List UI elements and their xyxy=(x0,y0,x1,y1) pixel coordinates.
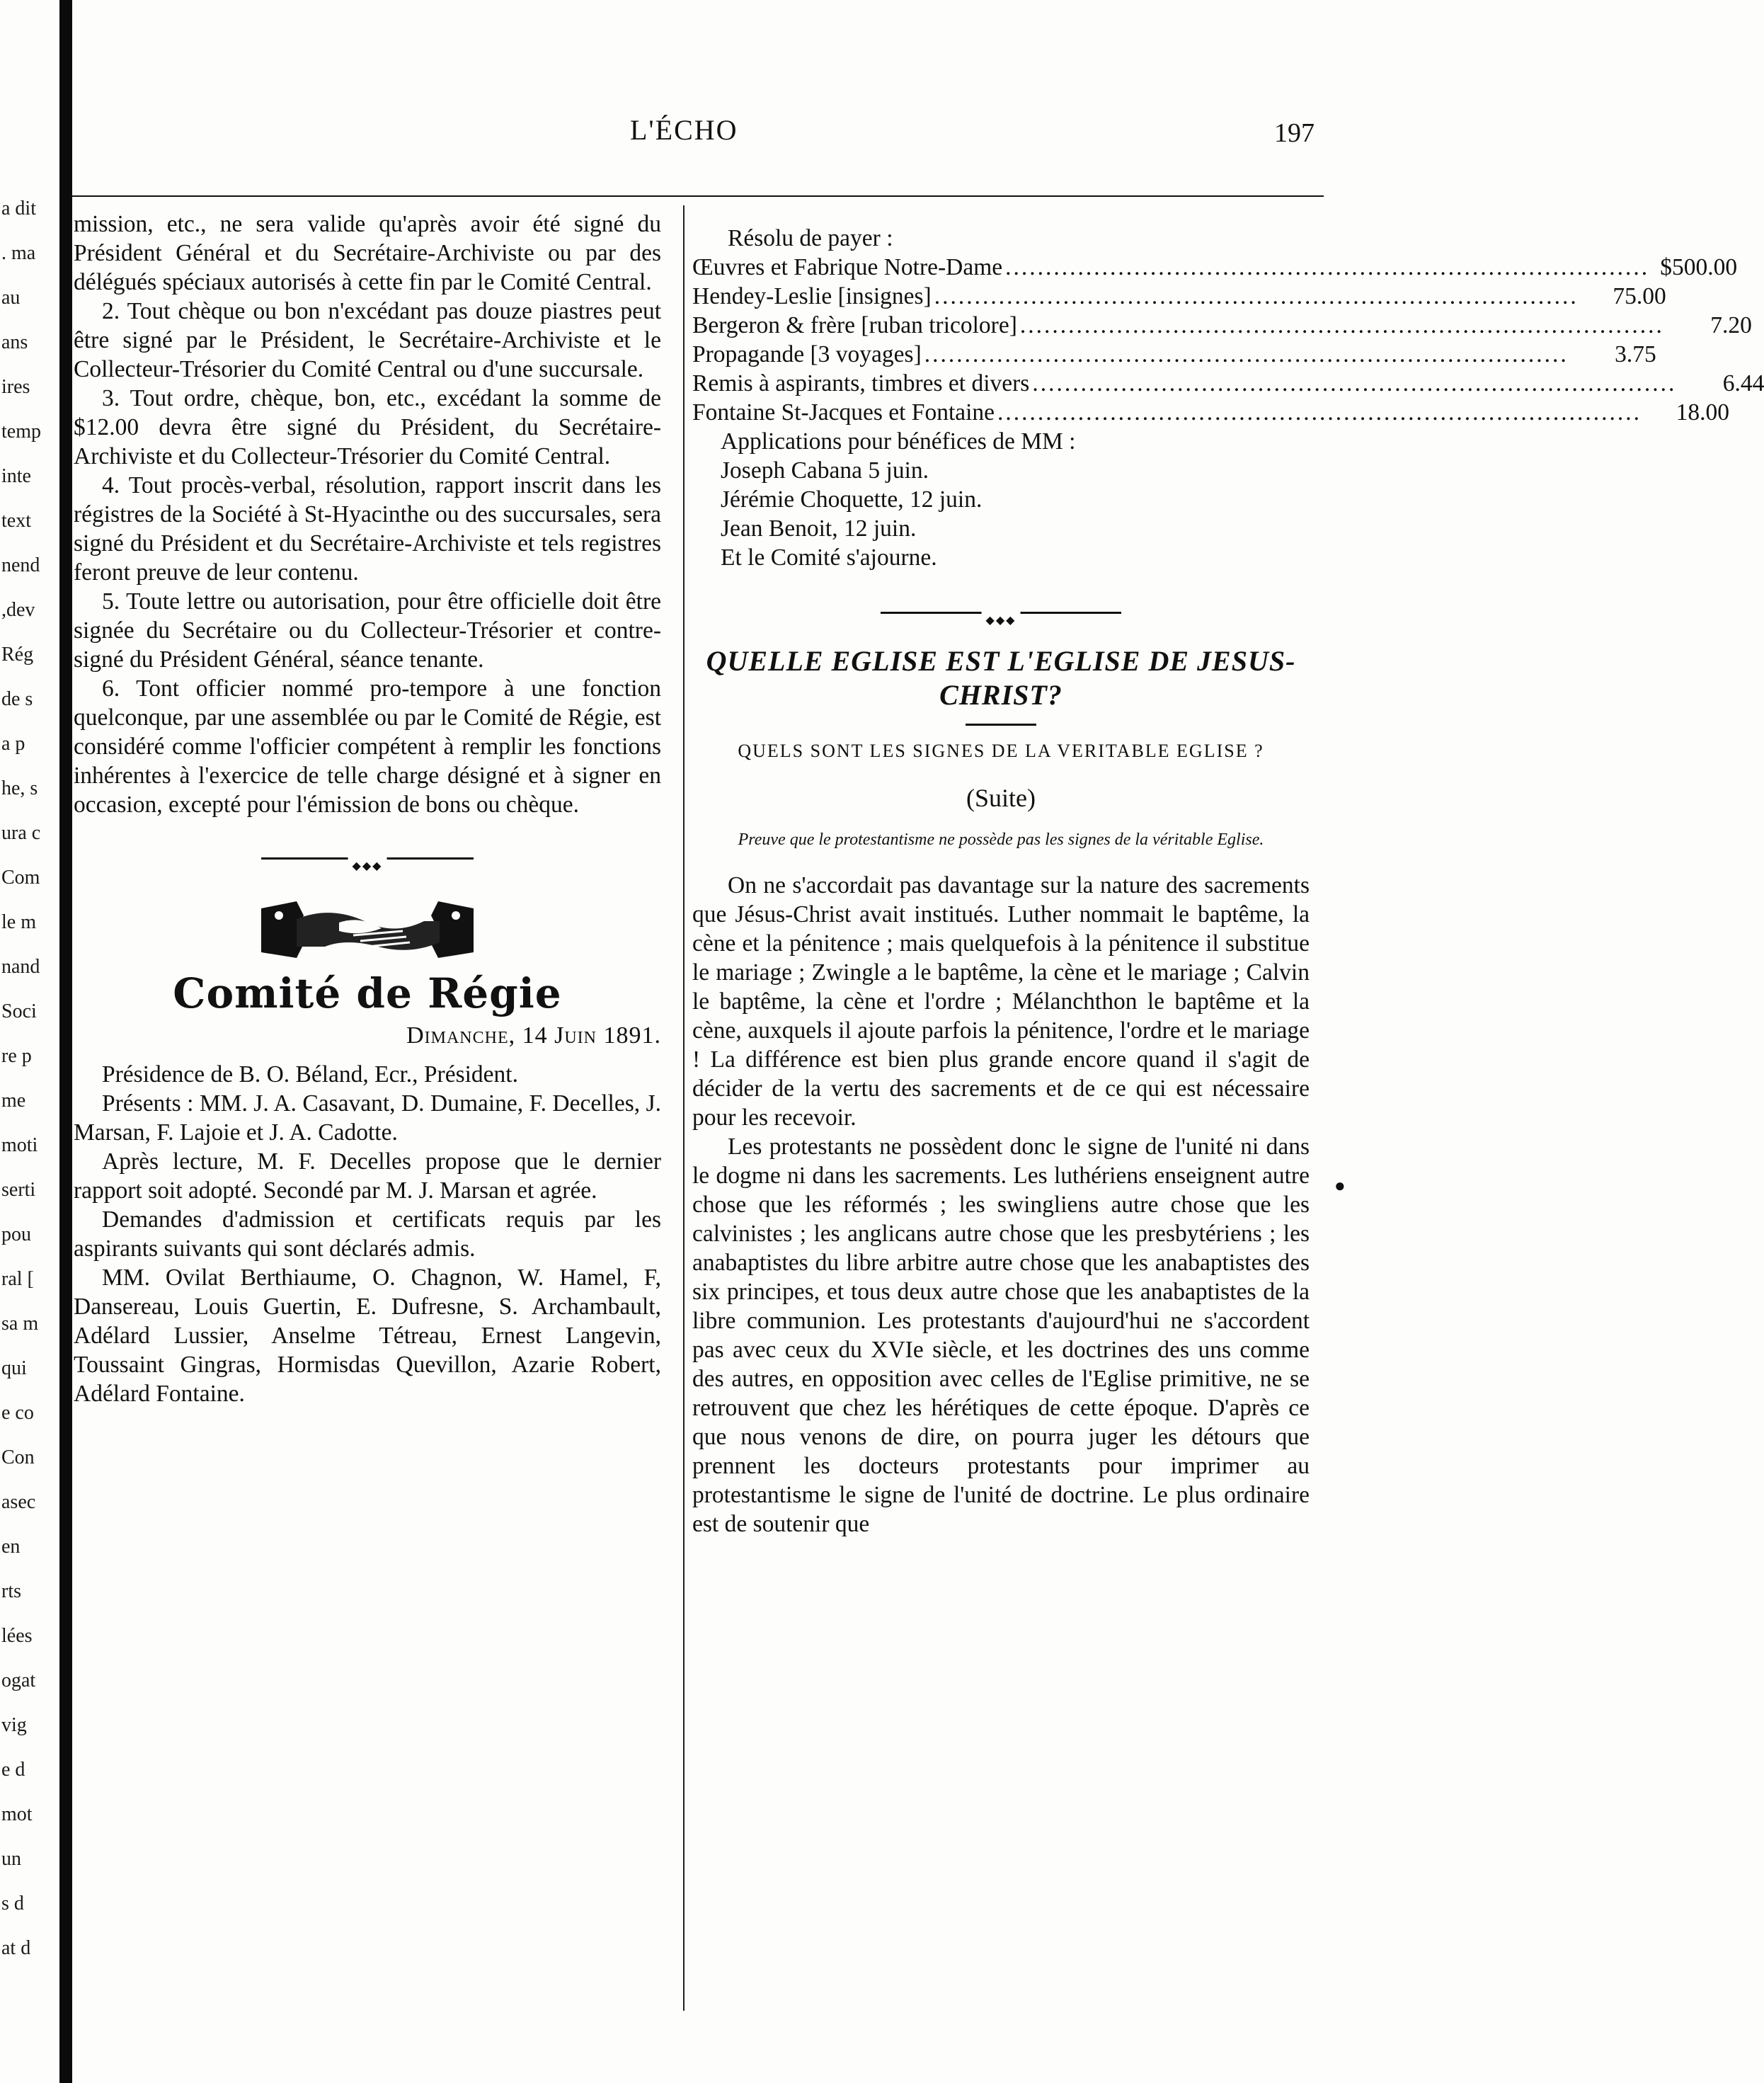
margin-fragment: nand xyxy=(1,956,40,978)
payment-label: Fontaine St-Jacques et Fontaine xyxy=(692,399,995,426)
minutes-paragraph: Présidence de B. O. Béland, Ecr., Président. xyxy=(102,1061,518,1088)
resolution-label: Résolu de payer : xyxy=(728,225,893,251)
margin-fragment: ogat xyxy=(1,1670,36,1691)
payment-row xyxy=(692,282,1666,311)
payment-row xyxy=(692,311,1752,340)
payment-amount: 6.44 xyxy=(1722,370,1764,396)
dot-leader: ................................................................................ xyxy=(997,399,1642,426)
payment-label: Œuvres et Fabrique Notre-Dame xyxy=(692,254,1003,280)
payment-amount: 3.75 xyxy=(1615,341,1656,367)
minutes-paragraph: Demandes d'admission et certificats requis par les aspirants suivants qui sont déclarés admis. xyxy=(74,1206,661,1262)
minutes-paragraph: MM. Ovilat Berthiaume, O. Chagnon, W. Hamel, F, Dansereau, Louis Guertin, E. Dufresne, S. Archambault, Adélard Lussier, Anselme Tétreau, Ernest Langevin, Toussaint Gingras, Hormisdas Quevillon, Azarie Robert, Adélard Fontaine. xyxy=(74,1265,661,1407)
dot-leader: ................................................................................ xyxy=(934,283,1579,309)
left-column xyxy=(74,210,661,1408)
payment-amount: 7.20 xyxy=(1710,312,1752,338)
header-rule xyxy=(71,195,1324,197)
payment-label: Remis à aspirants, timbres et divers xyxy=(692,370,1030,396)
margin-fragment: ires xyxy=(1,376,30,398)
clasped-hands-emblem xyxy=(254,887,481,972)
section-caption: Preuve que le protestantisme ne possède pas les signes de la véritable Eglise. xyxy=(738,831,1264,849)
application-line: Jean Benoit, 12 juin. xyxy=(721,515,917,542)
margin-fragment: he, s xyxy=(1,777,38,799)
margin-fragment: un xyxy=(1,1848,21,1870)
payments-list xyxy=(692,253,1764,427)
margin-fragment: me xyxy=(1,1090,26,1112)
application-line: Et le Comité s'ajourne. xyxy=(721,544,937,571)
rule-paragraph: 3. Tout ordre, chèque, bon, etc., excédant la somme de $12.00 devra être signé du Président, du Secrétaire-Archiviste et du Collecteur-Trésorier du Comité Central. xyxy=(74,385,661,469)
margin-fragment: ura c xyxy=(1,822,41,844)
previous-page-margin xyxy=(0,198,59,2053)
rule-paragraph: 6. Tont officier nommé pro-tempore à une fonction quelconque, par une assemblée ou par le Comité de Régie, est considéré comme l'officier compétent à remplir les fonctions inhérentes à l'exercice de telle charge désigné et à signer en occasion, excepté pour l'émission de bons ou chèque. xyxy=(74,675,661,818)
applications-list xyxy=(692,427,1310,572)
margin-fragment: temp xyxy=(1,421,41,443)
margin-fragment: s d xyxy=(1,1893,24,1914)
margin-fragment: ral [ xyxy=(1,1268,34,1290)
running-head xyxy=(0,113,1400,156)
margin-fragment: ,dev xyxy=(1,599,35,621)
application-line: Applications pour bénéfices de MM : xyxy=(721,428,1076,455)
rule-paragraph: 2. Tout chèque ou bon n'excédant pas douze piastres peut être signé par le Président, le Secrétaire-Archiviste et le Collecteur-Trésorier du Comité Central ou d'une succursale. xyxy=(74,298,661,382)
margin-fragment: en xyxy=(1,1536,21,1558)
margin-fragment: de s xyxy=(1,688,33,710)
column-rule xyxy=(683,205,685,2011)
margin-fragment: a dit xyxy=(1,198,36,219)
margin-fragment: at d xyxy=(1,1937,31,1959)
margin-fragment: le m xyxy=(1,911,36,933)
margin-fragment: re p xyxy=(1,1045,32,1067)
minutes-paragraph: Présents : MM. J. A. Casavant, D. Dumaine, F. Decelles, J. Marsan, F. Lajoie et J. A. Cadotte. xyxy=(74,1090,661,1146)
margin-fragment: ans xyxy=(1,331,28,353)
margin-fragment: Con xyxy=(1,1446,35,1468)
margin-fragment: lées xyxy=(1,1625,33,1647)
margin-fragment: mot xyxy=(1,1803,33,1825)
meeting-date: Dimanche, 14 Juin 1891. xyxy=(406,1022,661,1049)
article-subtitle: QUELS SONT LES SIGNES DE LA VERITABLE EGLISE ? xyxy=(738,741,1264,761)
application-line: Joseph Cabana 5 juin. xyxy=(721,457,929,484)
application-line: Jérémie Choquette, 12 juin. xyxy=(721,486,983,513)
article-paragraph: Les protestants ne possèdent donc le signe de l'unité ni dans le dogme ni dans les sacrements. Les luthériens enseignent autre chose que les réformés ; les swingliens autre chose que les calvinistes ; les anglicans autre chose que les presbytériens ; les anabaptistes du libre arbitre autre chose que les anabaptistes des six principes, et tous deux autre chose que les anabaptistes de la libre communion. Les protestants d'aujourd'hui ne s'accordent pas avec ceux du XVIe siècle, et les doctrines des uns comme des autres, en opposition avec celles de l'Eglise primitive, ne se retrouvent que chez les hérétiques de cette époque. D'après ce que nous venons de dire, on pourra juger les détours que prennent les docteurs protestants pour imprimer au protestantisme le signe de l'unité de doctrine. Le plus ordinaire est de soutenir que xyxy=(692,1134,1310,1537)
margin-fragment: qui xyxy=(1,1357,27,1379)
ornamental-divider: ◆◆◆ xyxy=(261,850,474,866)
dot-leader: ................................................................................ xyxy=(924,341,1569,367)
margin-fragment: Rég xyxy=(1,644,34,666)
margin-fragment: moti xyxy=(1,1134,38,1156)
payment-label: Hendey-Leslie [insignes] xyxy=(692,283,932,309)
margin-fragment: e co xyxy=(1,1402,34,1424)
margin-fragment: text xyxy=(1,510,31,532)
binding-gutter xyxy=(59,0,72,2083)
continuation-label: (Suite) xyxy=(966,784,1036,812)
dot-leader: ................................................................................ xyxy=(1019,312,1664,338)
margin-fragment: sa m xyxy=(1,1313,39,1335)
payment-amount: 75.00 xyxy=(1613,283,1666,309)
payment-label: Bergeron & frère [ruban tricolore] xyxy=(692,312,1017,338)
margin-fragment: a p xyxy=(1,733,25,755)
payment-row xyxy=(692,253,1738,282)
margin-fragment: . ma xyxy=(1,242,36,264)
payment-amount: 18.00 xyxy=(1676,399,1730,426)
article-paragraph: On ne s'accordait pas davantage sur la nature des sacrements que Jésus-Christ avait institués. Luther nommait le baptême, la cène et la pénitence ; mais quelquefois à la pénitence il substitue le mariage ; Zwingle a le baptême, la cène et le mariage ; Calvin le baptême, la cène et l'ordre ; Mélanchthon le baptême et la cène, auxquels il ajoute parfois la pénitence, l'ordre et le mariage ! La différence est bien plus grande encore quand il s'agit de décider de la vertu des sacrements et de ce qui est nécessaire pour les recevoir. xyxy=(692,872,1310,1131)
payment-row xyxy=(692,398,1730,427)
payment-row xyxy=(692,369,1764,398)
title-rule xyxy=(966,724,1036,726)
payment-row xyxy=(692,340,1656,369)
right-column xyxy=(692,224,1764,1539)
margin-fragment: au xyxy=(1,287,21,309)
margin-fragment: rts xyxy=(1,1580,21,1602)
payment-label: Propagande [3 voyages] xyxy=(692,341,922,367)
margin-fragment: vig xyxy=(1,1714,27,1736)
journal-title: L'ÉCHO xyxy=(630,114,738,146)
margin-fragment: Soci xyxy=(1,1000,37,1022)
page-number: 197 xyxy=(1274,118,1315,148)
ornamental-divider: ◆◆◆ xyxy=(881,605,1121,620)
article-title: QUELLE EGLISE EST L'EGLISE DE JESUS-CHRIST? xyxy=(706,645,1296,711)
margin-fragment: asec xyxy=(1,1491,36,1513)
dot-leader: ................................................................................ xyxy=(1005,254,1650,280)
rule-paragraph: 4. Tout procès-verbal, résolution, rapport inscrit dans les régistres de la Société à St-Hyacinthe ou des succursales, sera signé du Président et du Secrétaire-Archiviste et tels registres feront preuve de leur contenu. xyxy=(74,472,661,586)
minutes-paragraph: Après lecture, M. F. Decelles propose que le dernier rapport soit adopté. Secondé par M. J. Marsan et agrée. xyxy=(74,1148,661,1204)
margin-fragment: e d xyxy=(1,1759,25,1781)
margin-fragment: nend xyxy=(1,554,40,576)
margin-fragment: inte xyxy=(1,465,31,487)
margin-mark: ● xyxy=(1334,1175,1346,1196)
dot-leader: ................................................................................ xyxy=(1032,370,1677,396)
rule-paragraph: mission, etc., ne sera valide qu'après avoir été signé du Président Général et du Secrétaire-Archiviste ou par des délégués spéciaux autorisés à cette fin par le Comité Central. xyxy=(74,211,661,295)
rule-paragraph: 5. Toute lettre ou autorisation, pour être officielle doit être signée du Secrétaire ou du Collecteur-Trésorier et contre-signé du Président Général, séance tenante. xyxy=(74,588,661,673)
committee-heading: Comité de Régie xyxy=(173,969,562,1017)
margin-fragment: serti xyxy=(1,1179,36,1201)
payment-amount: $500.00 xyxy=(1660,254,1738,280)
margin-fragment: pou xyxy=(1,1223,31,1245)
margin-fragment: Com xyxy=(1,867,40,889)
